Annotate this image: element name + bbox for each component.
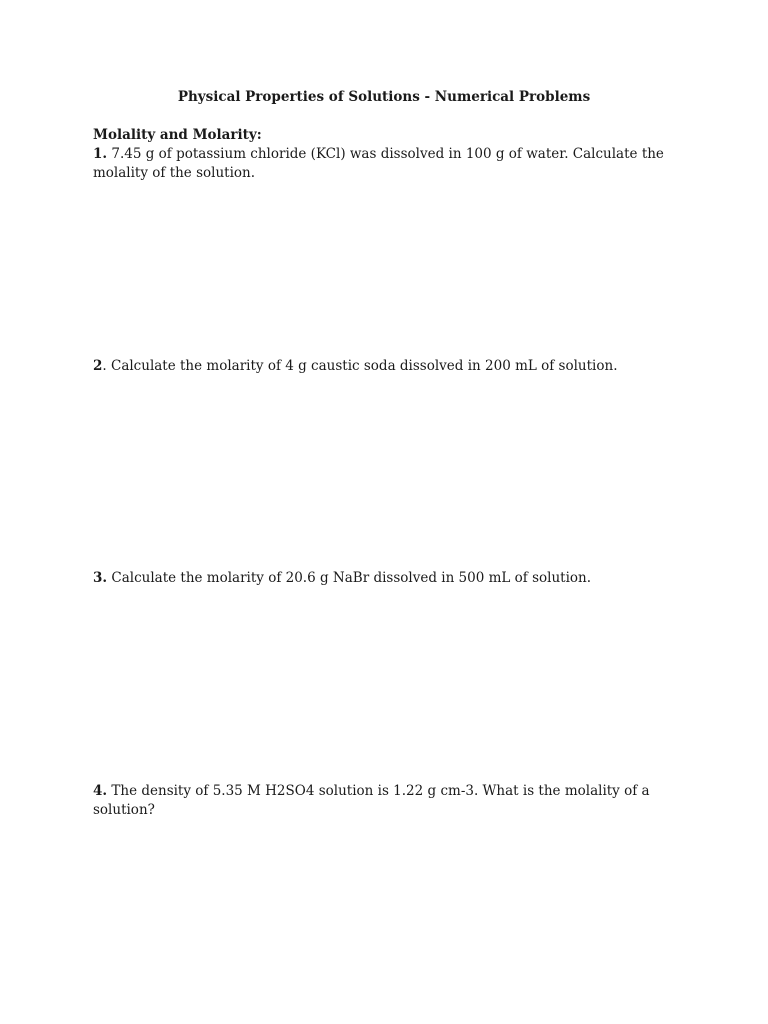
problem-4 [93,782,683,820]
problem-1-text: 7.45 g of potassium chloride (KCl) was dissolved in 100 g of water. Calculate the molality of the solution. [93,146,664,181]
problem-2-number: 2 [93,358,103,374]
problem-1 [93,145,683,183]
problem-1-number: 1. [93,146,108,162]
problem-3 [93,569,683,588]
problem-2 [93,357,683,376]
problem-3-number: 3. [93,570,108,586]
problem-3-text: Calculate the molarity of 20.6 g NaBr dissolved in 500 mL of solution. [107,570,592,586]
section-heading: Molality and Molarity: [93,127,262,143]
problem-4-text: The density of 5.35 M H2SO4 solution is 1.22 g cm-3. What is the molality of a solution? [93,783,650,818]
page-title: Physical Properties of Solutions - Numerical Problems [177,89,591,105]
problem-4-number: 4. [93,783,108,799]
problem-2-text: . Calculate the molarity of 4 g caustic soda dissolved in 200 mL of solution. [102,358,618,374]
